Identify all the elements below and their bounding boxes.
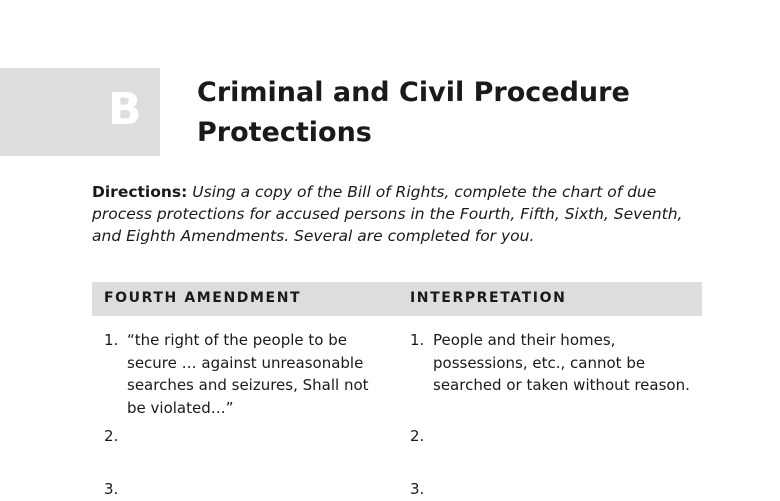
section-letter: B: [108, 84, 142, 135]
row-number-3: 3.: [104, 480, 119, 498]
column-header-interpretation: INTERPRETATION: [410, 290, 567, 306]
interpretation-number-3: 3.: [410, 480, 425, 498]
amendment-text-1: “the right of the people to be secure … against unreasonable searches and seizures, Shall not be violated…”: [127, 331, 369, 417]
amendment-cell-1: [104, 329, 389, 419]
directions-text: Using a copy of the Bill of Rights, complete the chart of due process protections for accused persons in the Fourth, Fifth, Sixth, Seventh, and Eighth Amendments. Several are completed for you.: [92, 183, 683, 245]
directions-paragraph: [92, 181, 692, 247]
row-number-2: 2.: [104, 427, 119, 445]
interpretation-cell-2: [410, 425, 700, 448]
amendment-cell-3: [104, 478, 389, 501]
page-title-line-2: Protections: [197, 117, 372, 148]
page-title: [197, 73, 717, 153]
column-header-fourth-amendment: FOURTH AMENDMENT: [104, 290, 302, 306]
row-number-1: 1.: [104, 331, 119, 349]
interpretation-text-1: People and their homes, possessions, etc., cannot be searched or taken without reason.: [433, 331, 690, 394]
interpretation-cell-1: [410, 329, 700, 397]
interpretation-cell-3: [410, 478, 700, 501]
amendment-cell-2: [104, 425, 389, 448]
page-title-line-1: Criminal and Civil Procedure: [197, 77, 630, 108]
directions-label: Directions:: [92, 183, 188, 201]
interpretation-number-1: 1.: [410, 331, 425, 349]
interpretation-number-2: 2.: [410, 427, 425, 445]
